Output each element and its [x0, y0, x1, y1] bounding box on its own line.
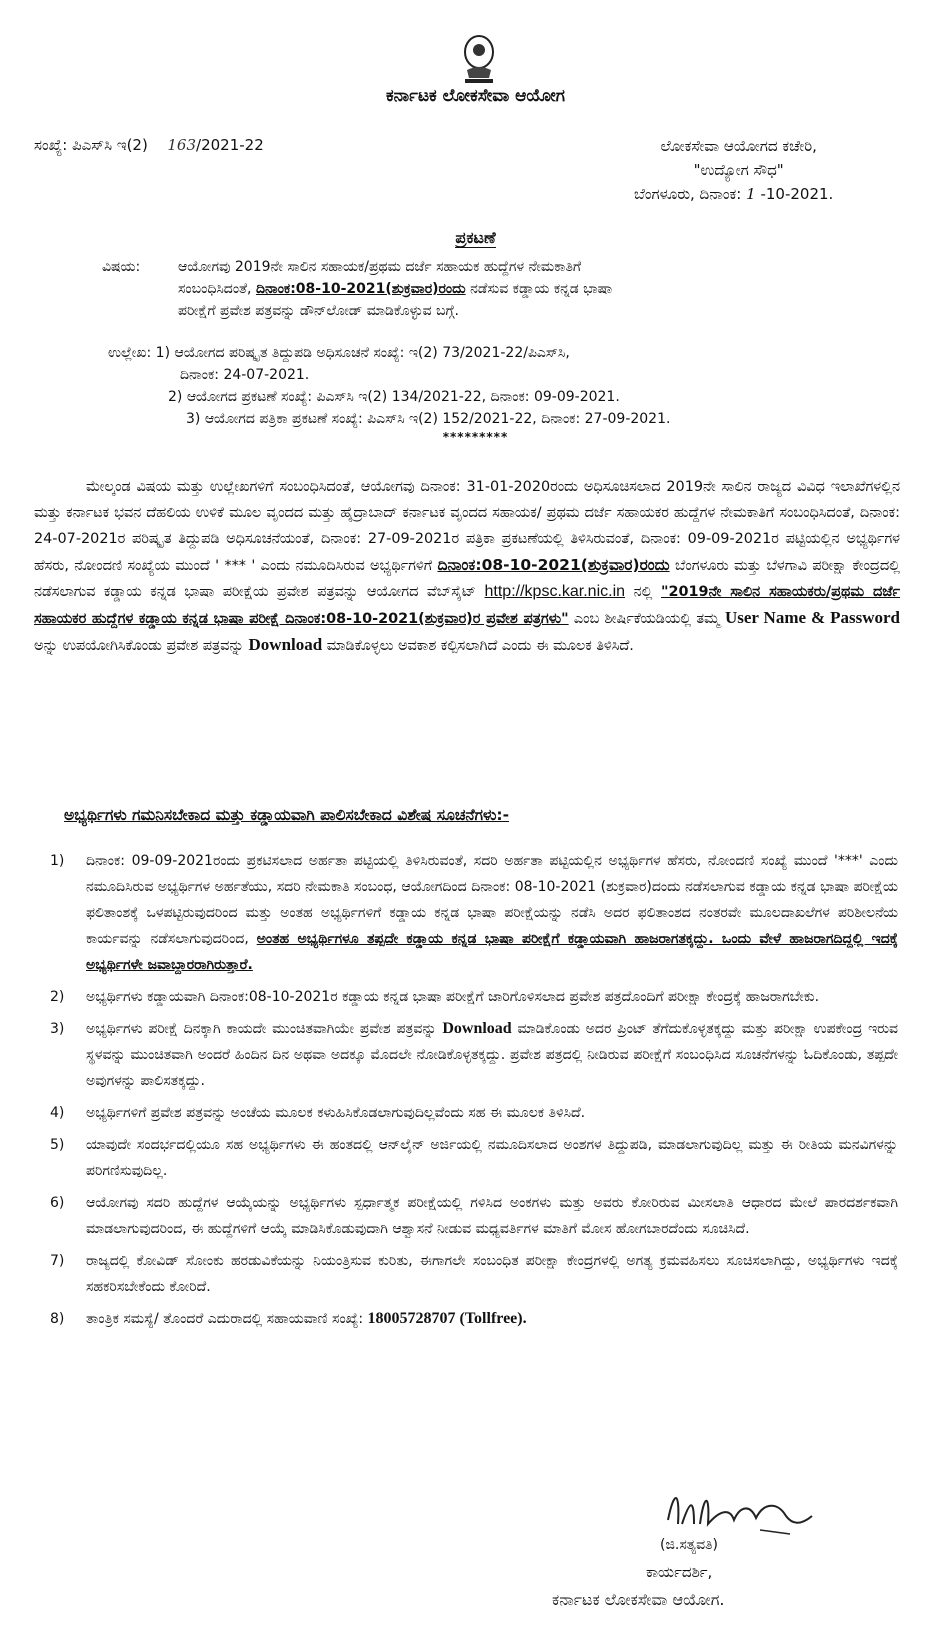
item-number: 3)	[50, 1021, 65, 1037]
list-item	[50, 1248, 898, 1300]
item-text: ಅಭ್ಯರ್ಥಿಗಳು ಪರೀಕ್ಷೆ ದಿನಕ್ಕಾಗಿ ಕಾಯದೇ ಮುಂಚಿತವಾಗಿಯೇ ಪ್ರವೇಶ ಪತ್ರವನ್ನು	[86, 1021, 437, 1037]
reference-1: 1) ಆಯೋಗದ ಪರಿಷ್ಕೃತ ತಿದ್ದುಪಡಿ ಅಧಿಸೂಚನೆ ಸಂಖ್ಯೆ: ಇ(2) 73/2021-22/ಪಿಎಸ್‌ಸಿ,	[155, 345, 570, 361]
item-number: 4)	[50, 1105, 65, 1121]
list-item	[50, 1306, 898, 1332]
item-emphasis: ಅಂತಹ ಅಭ್ಯರ್ಥಿಗಳೂ ತಪ್ಪದೇ ಕಡ್ಡಾಯ ಕನ್ನಡ ಭಾಷಾ ಪರೀಕ್ಷೆಗೆ ಕಡ್ಡಾಯವಾಗಿ ಹಾಜರಾಗತಕ್ಕದ್ದು. ಒಂದು ವೇಳೆ ಹಾಜರಾಗದಿದ್ದಲ್ಲಿ ಇದಕ್ಕೆ ಅಭ್ಯರ್ಥಿಗಳೇ ಜವಾಬ್ದಾರರಾಗಿರುತ್ತಾರೆ.	[86, 931, 898, 973]
download-text: Download	[442, 1020, 512, 1037]
date-prefix: ಬೆಂಗಳೂರು, ದಿನಾಂಕ:	[634, 185, 742, 203]
item-text: ಯಾವುದೇ ಸಂದರ್ಭದಲ್ಲಿಯೂ ಸಹ ಅಭ್ಯರ್ಥಿಗಳು ಈ ಹಂತದಲ್ಲಿ ಆನ್‌ಲೈನ್ ಅರ್ಜಿಯಲ್ಲಿ ನಮೂದಿಸಲಾದ ಅಂಶಗಳ ತಿದ್ದುಪಡಿ, ಮಾಡಲಾಗುವುದಿಲ್ಲ ಮತ್ತು ಈ ರೀತಿಯ ಮನವಿಗಳನ್ನು ಪರಿಗಣಿಸುವುದಿಲ್ಲ.	[86, 1137, 898, 1179]
date-handwritten: 1	[746, 185, 756, 203]
instructions-list	[50, 848, 898, 1338]
office-address	[634, 134, 834, 206]
body-pre-user: ಎಂಬ ಶೀರ್ಷಿಕೆಯಡಿಯಲ್ಲಿ ತಮ್ಮ	[573, 611, 720, 627]
item-number: 1)	[50, 853, 65, 869]
signatory-name: (ಜಿ.ಸತ್ಯವತಿ)	[660, 1537, 718, 1553]
username-password-text: User Name & Password	[724, 608, 900, 627]
signatory-org: ಕರ್ನಾಟಕ ಲೋಕಸೇವಾ ಆಯೋಗ.	[552, 1590, 725, 1609]
ref-prefix: ಸಂಖ್ಯೆ: ಪಿಎಸ್‌ಸಿ ಇ(2)	[34, 136, 148, 154]
date-line	[634, 182, 833, 206]
body-paragraph	[34, 474, 900, 659]
body-text-mid: ಬೆಂಗಳೂರು ಮತ್ತು ಬೆಳಗಾವಿ ಪರೀಕ್ಷಾ ಕೇಂದ್ರದಲ್ಲಿ ನಡೆಸಲಾಗುವ ಕಡ್ಡಾಯ ಕನ್ನಡ ಭಾಷಾ ಪರೀಕ್ಷೆಯ ಪ್ರವೇಶ ಪತ್ರವನ್ನು ಆಯೋಗದ ವೆಬ್‌ಸೈಟ್	[34, 558, 901, 600]
reference-number: ಸಂಖ್ಯೆ: ಪಿಎಸ್‌ಸಿ ಇ(2) 163/2021-22	[34, 136, 264, 154]
item-text: ಅಭ್ಯರ್ಥಿಗಳಿಗೆ ಪ್ರವೇಶ ಪತ್ರವನ್ನು ಅಂಚೆಯ ಮೂಲಕ ಕಳುಹಿಸಿಕೊಡಲಾಗುವುದಿಲ್ಲವೆಂದು ಸಹ ಈ ಮೂಲಕ ತಿಳಿಸಿದೆ.	[86, 1105, 586, 1121]
office-line1: ಲೋಕಸೇವಾ ಆಯೋಗದ ಕಚೇರಿ,	[660, 137, 817, 155]
list-item	[50, 1016, 898, 1094]
org-title: ಕರ್ನಾಟಕ ಲೋಕಸೇವಾ ಆಯೋಗ	[386, 86, 565, 106]
subject-line2-post: ನಡೆಸುವ ಕಡ್ಡಾಯ ಕನ್ನಡ ಭಾಷಾ	[470, 281, 613, 297]
item-text: ಅಭ್ಯರ್ಥಿಗಳು ಕಡ್ಡಾಯವಾಗಿ ದಿನಾಂಕ:08-10-2021ರ ಕಡ್ಡಾಯ ಕನ್ನಡ ಭಾಷಾ ಪರೀಕ್ಷೆಗೆ ಜಾರಿಗೊಳಿಸಲಾದ ಪ್ರವೇಶ ಪತ್ರದೊಂದಿಗೆ ಪರೀಕ್ಷಾ ಕೇಂದ್ರಕ್ಕೆ ಹಾಜರಾಗಬೇಕು.	[86, 989, 820, 1005]
list-item	[50, 1132, 898, 1184]
item-text: ಆಯೋಗವು ಸದರಿ ಹುದ್ದೆಗಳ ಆಯ್ಕೆಯನ್ನು ಅಭ್ಯರ್ಥಿಗಳು ಸ್ಪರ್ಧಾತ್ಮಕ ಪರೀಕ್ಷೆಯಲ್ಲಿ ಗಳಿಸಿದ ಅಂಕಗಳು ಮತ್ತು ಅವರು ಕೋರಿರುವ ಮೀಸಲಾತಿ ಆಧಾರದ ಮೇಲೆ ಪಾರದರ್ಶಕವಾಗಿ ಮಾಡಲಾಗುವುದರಿಂದ, ಈ ಹುದ್ದೆಗಳಿಗೆ ಆಯ್ಕೆ ಮಾಡಿಸಿಕೊಡುವುದಾಗಿ ಆಶ್ವಾಸನೆ ನೀಡುವ ಮಧ್ಯವರ್ತಿಗಳ ಮಾತಿಗೆ ಮೋಸ ಹೋಗಬಾರದೆಂದು ಸೂಚಿಸಿದೆ.	[86, 1195, 898, 1237]
item-number: 8)	[50, 1311, 65, 1327]
body-nalli: ನಲ್ಲಿ	[633, 584, 653, 600]
notice-title	[0, 228, 951, 248]
item-text: ದಿನಾಂಕ: 09-09-2021ರಂದು ಪ್ರಕಟಿಸಲಾದ ಅರ್ಹತಾ ಪಟ್ಟಿಯಲ್ಲಿ ತಿಳಿಸಿರುವಂತೆ, ಸದರಿ ಅರ್ಹತಾ ಪಟ್ಟಿಯಲ್ಲಿನ ಅಭ್ಯರ್ಥಿಗಳ ಹೆಸರು, ನೋಂದಣಿ ಸಂಖ್ಯೆ ಮುಂದೆ '***' ಎಂದು ನಮೂದಿಸಿರುವ ಅಭ್ಯರ್ಥಿಗಳ ಅರ್ಹತೆಯು, ಸದರಿ ನೇಮಕಾತಿ ಸಂಬಂಧ, ಆಯೋಗದಿಂದ ದಿನಾಂಕ: 08-10-2021 (ಶುಕ್ರವಾರ)ದಂದು ನಡೆಸಲಾಗುವ ಕಡ್ಡಾಯ ಕನ್ನಡ ಭಾಷಾ ಪರೀಕ್ಷೆಯ ಫಲಿತಾಂಶಕ್ಕೆ ಒಳಪಟ್ಟಿರುವುದರಿಂದ ಮತ್ತು ಅಂತಹ ಅಭ್ಯರ್ಥಿಗಳಿಗೆ ಕಡ್ಡಾಯ ಕನ್ನಡ ಭಾಷಾ ಪರೀಕ್ಷೆಯನ್ನು ನಡೆಸಿ ಅದರ ಫಲಿತಾಂಶದ ನಂತರವೇ ಮೂಲದಾಖಲೆಗಳ ಪರಿಶೀಲನೆಯ ಕಾರ್ಯವನ್ನು ನಡೆಸಲಾಗುವುದರಿಂದ,	[86, 853, 898, 947]
body-text: ಮೇಲ್ಕಂಡ ವಿಷಯ ಮತ್ತು ಉಲ್ಲೇಖಗಳಿಗೆ ಸಂಬಂಧಿಸಿದಂತೆ, ಆಯೋಗವು ದಿನಾಂಕ: 31-01-2020ರಂದು ಅಧಿಸೂಚಿಸಲಾದ 2019ನೇ ಸಾಲಿನ ರಾಜ್ಯದ ವಿವಿಧ ಇಲಾಖೆಗಳಲ್ಲಿನ ಮತ್ತು ಕರ್ನಾಟಕ ಭವನ ದೆಹಲಿಯ ಉಳಿಕೆ ಮೂಲ ವೃಂದದ ಮತ್ತು ಹೈದ್ರಾಬಾದ್ ಕರ್ನಾಟಕ ವೃಂದದ ಸಹಾಯಕ/ ಪ್ರಥಮ ದರ್ಜೆ ಸಹಾಯಕರ ಹುದ್ದೆಗಳ ನೇಮಕಾತಿಗೆ ಸಂಬಂಧಿಸಿದಂತೆ, ದಿನಾಂಕ: 24-07-2021ರ ಪರಿಷ್ಕೃತ ತಿದ್ದುಪಡಿ ಅಧಿಸೂಚನೆಯಂತೆ, ದಿನಾಂಕ: 27-09-2021ರ ಪತ್ರಿಕಾ ಪ್ರಕಟಣೆಯಲ್ಲಿ ತಿಳಿಸಿರುವಂತೆ, ದಿನಾಂಕ: 09-09-2021ರ ಪಟ್ಟಿಯಲ್ಲಿನ ಅಭ್ಯರ್ಥಿಗಳ ಹೆಸರು, ನೋಂದಣಿ ಸಂಖ್ಯೆಯ ಮುಂದೆ ' *** ' ಎಂದು ನಮೂದಿಸಿರುವ ಅಭ್ಯರ್ಥಿಗಳಿಗೆ	[34, 479, 900, 574]
reference-3: 3) ಆಯೋಗದ ಪತ್ರಿಕಾ ಪ್ರಕಟಣೆ ಸಂಖ್ಯೆ: ಪಿಎಸ್‌ಸಿ ಇ(2) 152/2021-22, ದಿನಾಂಕ: 27-09-2021.	[186, 411, 671, 427]
instructions-title: ಅಭ್ಯರ್ಥಿಗಳು ಗಮನಿಸಬೇಕಾದ ಮತ್ತು ಕಡ್ಡಾಯವಾಗಿ ಪಾಲಿಸಬೇಕಾದ ವಿಶೇಷ ಸೂಚನೆಗಳು:-	[64, 806, 510, 824]
list-item	[50, 848, 898, 978]
subject-line2-pre: ಸಂಬಂಧಿಸಿದಂತೆ,	[178, 281, 252, 297]
subject-block	[102, 256, 892, 322]
list-item	[50, 984, 898, 1010]
admit-card-heading: "2019ನೇ ಸಾಲಿನ ಸಹಾಯಕರು/ಪ್ರಥಮ ದರ್ಜೆ ಸಹಾಯಕರ ಹುದ್ದೆಗಳ ಕಡ್ಡಾಯ ಕನ್ನಡ ಭಾಷಾ ಪರೀಕ್ಷೆ ದಿನಾಂಕ:08-10-2021(ಶುಕ್ರವಾರ)ರ ಪ್ರವೇಶ ಪತ್ರಗಳು"	[34, 584, 900, 627]
reference-1-date: ದಿನಾಂಕ: 24-07-2021.	[180, 367, 310, 383]
reference-2: 2) ಆಯೋಗದ ಪ್ರಕಟಣೆ ಸಂಖ್ಯೆ: ಪಿಎಸ್‌ಸಿ ಇ(2) 134/2021-22, ದಿನಾಂಕ: 09-09-2021.	[168, 389, 620, 405]
item-number: 6)	[50, 1195, 65, 1211]
references-block	[108, 342, 898, 430]
ref-handwritten: 163	[167, 136, 197, 154]
references-label: ಉಲ್ಲೇಖ:	[108, 345, 152, 361]
separator-stars: *********	[442, 430, 509, 444]
website-link[interactable]: http://kpsc.kar.nic.in	[484, 583, 626, 600]
ref-suffix: 2021-22	[201, 136, 264, 154]
helpline-number: 18005728707 (Tollfree).	[367, 1310, 527, 1327]
date-suffix: -10-2021.	[760, 185, 834, 203]
list-item	[50, 1190, 898, 1242]
subject-line3: ಪರೀಕ್ಷೆಗೆ ಪ್ರವೇಶ ಪತ್ರವನ್ನು ಡೌನ್‌ಲೋಡ್ ಮಾಡಿಕೊಳ್ಳುವ ಬಗ್ಗೆ.	[178, 303, 459, 319]
item-text-post: ಮಾಡಿಕೊಂಡು ಅದರ ಪ್ರಿಂಟ್ ತೆಗೆದುಕೊಳ್ಳತಕ್ಕದ್ದು ಮತ್ತು ಪರೀಕ್ಷಾ ಉಪಕೇಂದ್ರ ಇರುವ ಸ್ಥಳವನ್ನು ಮುಂಚಿತವಾಗಿ ಅಂದರೆ ಹಿಂದಿನ ದಿನ ಅಥವಾ ಅದಕ್ಕೂ ಮೊದಲೇ ನೋಡಿಕೊಳ್ಳತಕ್ಕದ್ದು. ಪ್ರವೇಶ ಪತ್ರದಲ್ಲಿ ನೀಡಿರುವ ಪರೀಕ್ಷೆಗೆ ಸಂಬಂಧಿಸಿದ ಸೂಚನೆಗಳನ್ನು ಓದಿಕೊಂಡು, ತಪ್ಪದೇ ಅವುಗಳನ್ನು ಪಾಲಿಸತಕ್ಕದ್ದು.	[86, 1021, 899, 1089]
item-text: ರಾಜ್ಯದಲ್ಲಿ ಕೋವಿಡ್ ಸೋಂಕು ಹರಡುವಿಕೆಯನ್ನು ನಿಯಂತ್ರಿಸುವ ಕುರಿತು, ಈಗಾಗಲೇ ಸಂಬಂಧಿತ ಪರೀಕ್ಷಾ ಕೇಂದ್ರಗಳಲ್ಲಿ ಅಗತ್ಯ ಕ್ರಮವಹಿಸಲು ಸೂಚಿಸಲಾಗಿದ್ದು, ಅಭ್ಯರ್ಥಿಗಳು ಇದಕ್ಕೆ ಸಹಕರಿಸಬೇಕೆಂದು ಕೋರಿದೆ.	[86, 1253, 898, 1295]
notice-title-text: ಪ್ರಕಟಣೆ	[455, 228, 496, 247]
state-emblem-icon	[455, 30, 503, 86]
item-number: 2)	[50, 989, 65, 1005]
subject-exam-date: ದಿನಾಂಕ:08-10-2021(ಶುಕ್ರವಾರ)ರಂದು	[255, 281, 466, 297]
signature-image	[660, 1480, 820, 1544]
signatory-designation: ಕಾರ್ಯದರ್ಶಿ,	[646, 1563, 713, 1581]
list-item	[50, 1100, 898, 1126]
download-text: Download	[248, 635, 323, 654]
item-text: ತಾಂತ್ರಿಕ ಸಮಸ್ಯೆ/ ತೊಂದರೆ ಎದುರಾದಲ್ಲಿ ಸಹಾಯವಾಣಿ ಸಂಖ್ಯೆ:	[86, 1311, 364, 1327]
body-exam-date: ದಿನಾಂಕ:08-10-2021(ಶುಕ್ರವಾರ)ರಂದು	[437, 556, 670, 574]
subject-line1: ಆಯೋಗವು 2019ನೇ ಸಾಲಿನ ಸಹಾಯಕ/ಪ್ರಥಮ ದರ್ಜೆ ಸಹಾಯಕ ಹುದ್ದೆಗಳ ನೇಮಕಾತಿಗೆ	[178, 259, 582, 275]
item-number: 7)	[50, 1253, 65, 1269]
body-mid2: ಅನ್ನು ಉಪಯೋಗಿಸಿಕೊಂಡು ಪ್ರವೇಶ ಪತ್ರವನ್ನು	[34, 638, 244, 654]
office-line2: "ಉದ್ಯೋಗ ಸೌಧ"	[693, 161, 784, 179]
item-number: 5)	[50, 1137, 65, 1153]
body-end: ಮಾಡಿಕೊಳ್ಳಲು ಅವಕಾಶ ಕಲ್ಪಿಸಲಾಗಿದೆ ಎಂದು ಈ ಮೂಲಕ ತಿಳಿಸಿದೆ.	[326, 638, 634, 654]
subject-label: ವಿಷಯ:	[102, 259, 141, 275]
